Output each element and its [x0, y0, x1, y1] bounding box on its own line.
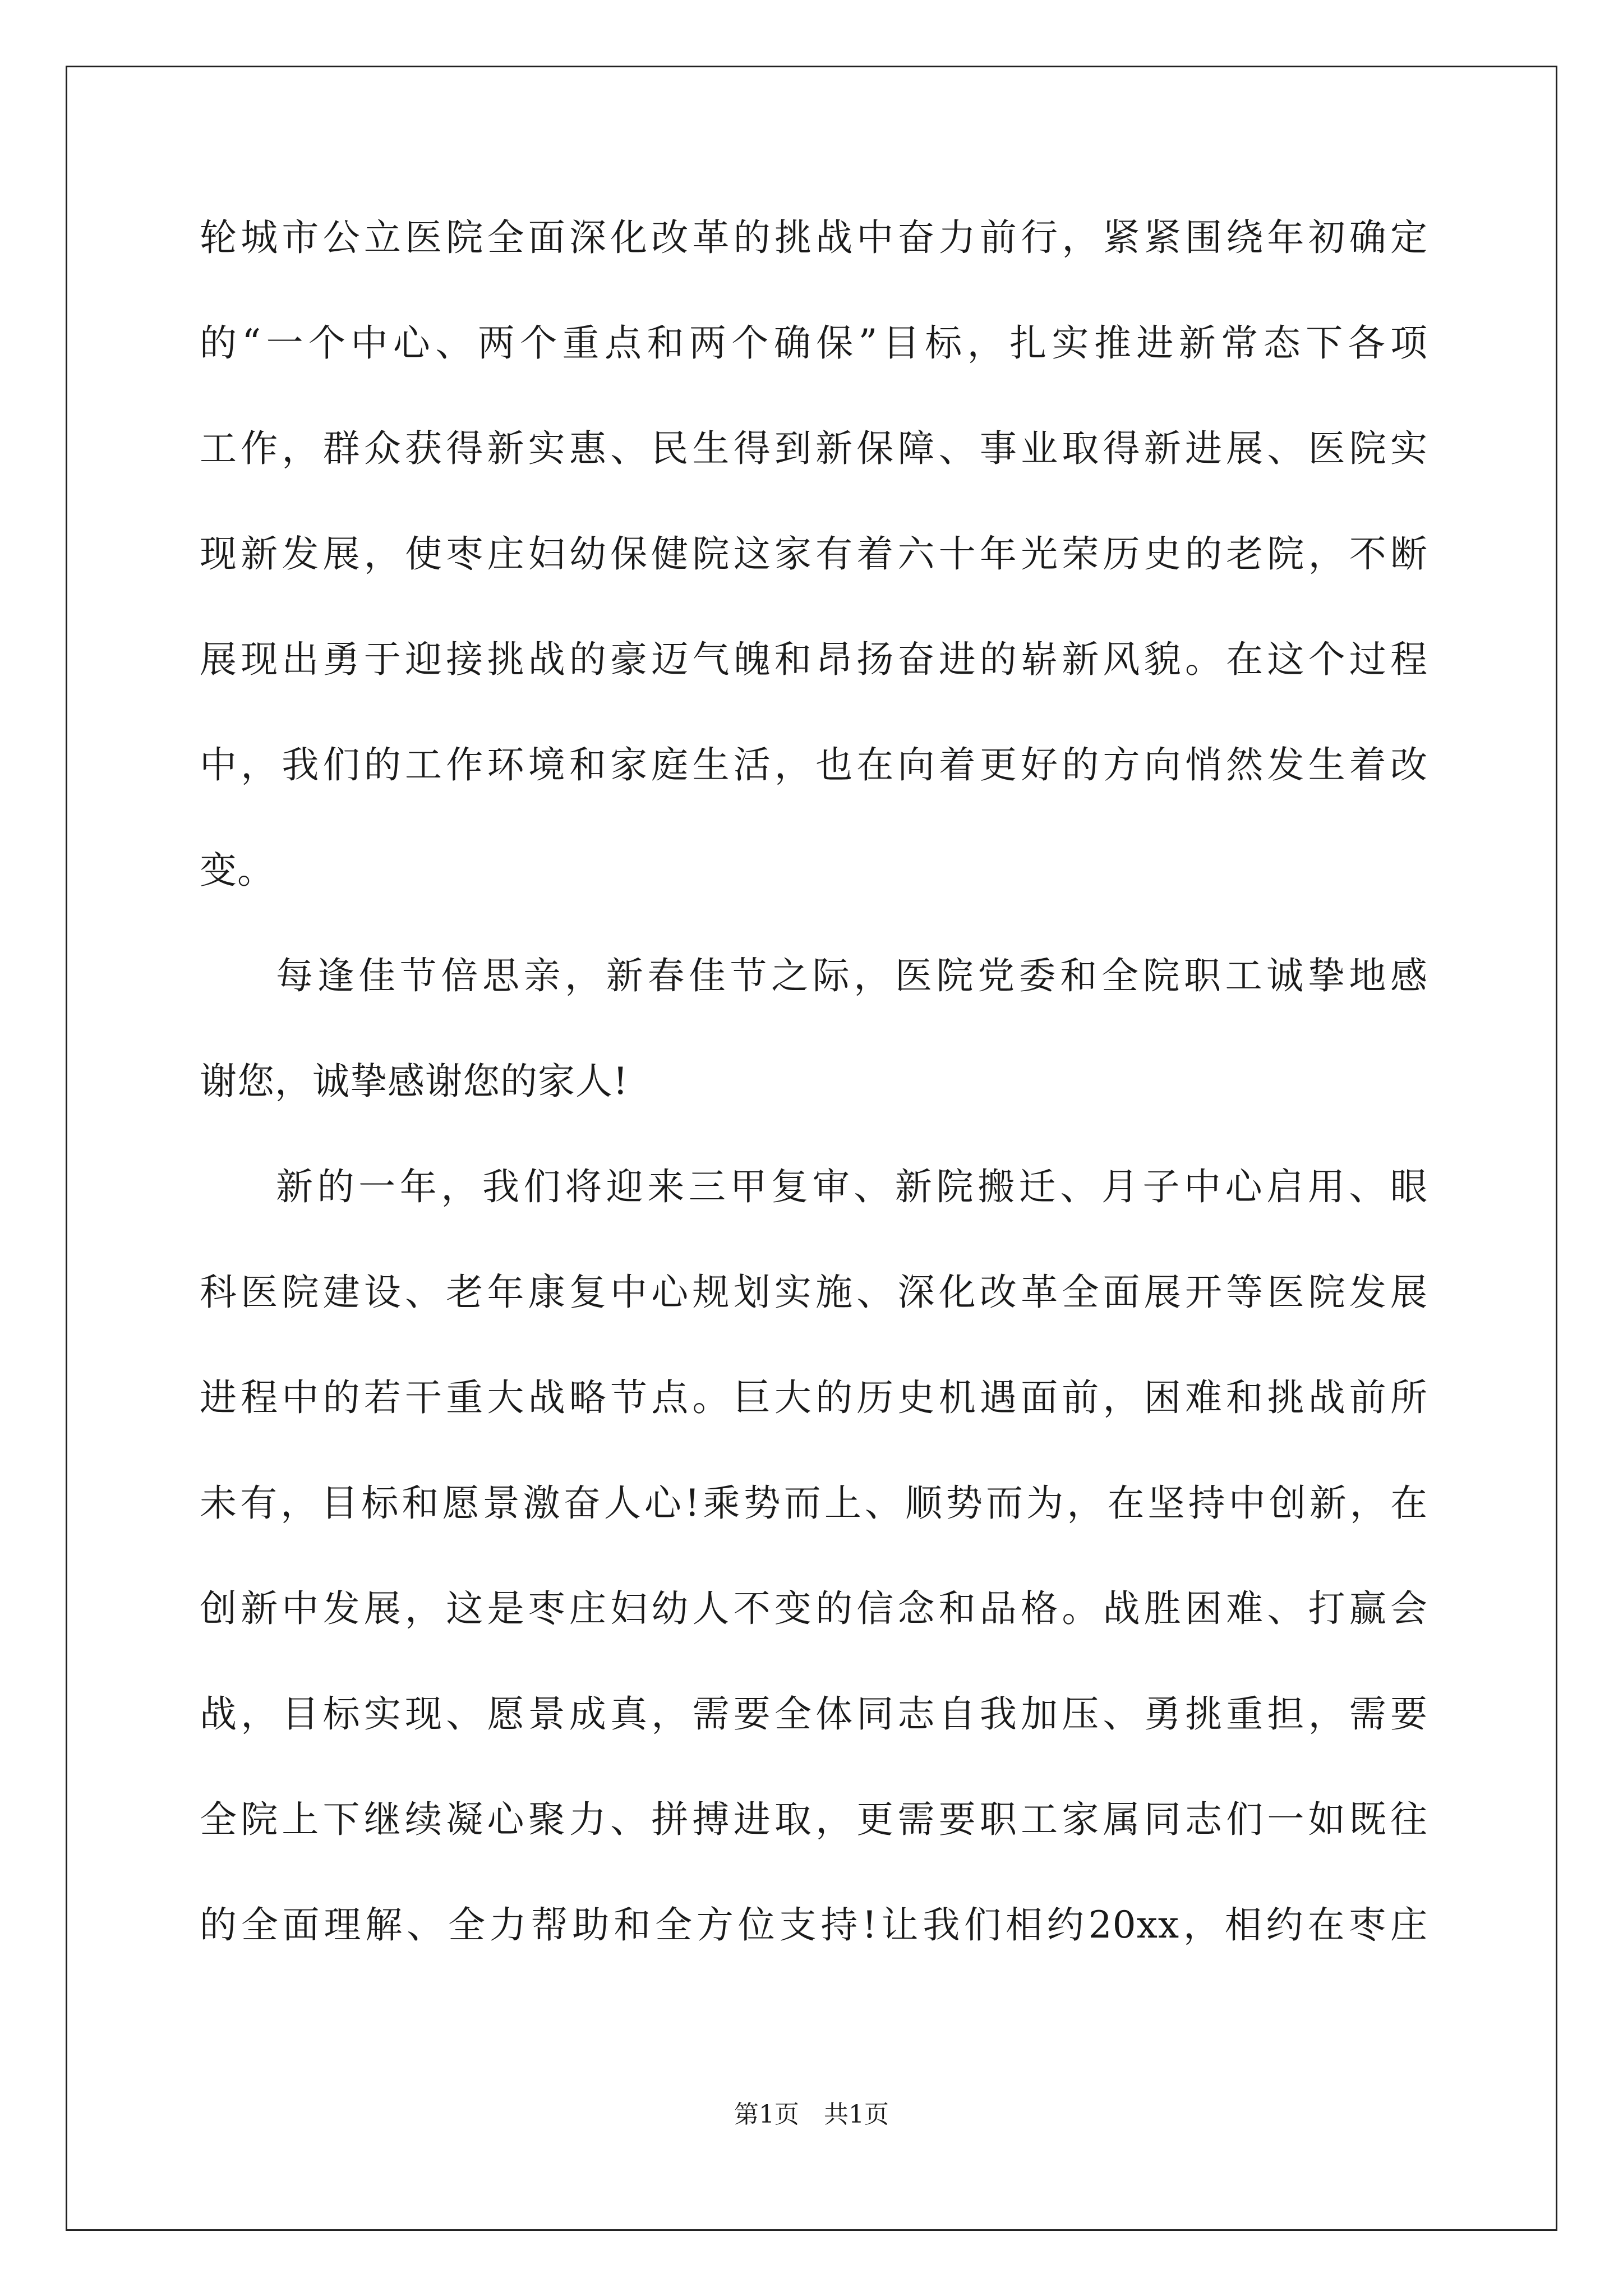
paragraph-first-line: 新的一年，我们将迎来三甲复审、新院搬迁、月子中心启用、眼	[276, 1165, 1428, 1208]
text-line: 进程中的若干重大战略节点。巨大的历史机遇面前，困难和挑战前所	[200, 1376, 1428, 1419]
text-line: 全院上下继续凝心聚力、拼搏进取，更需要职工家属同志们一如既往	[200, 1798, 1428, 1841]
page-number: 第1页	[734, 2100, 799, 2129]
text-line: 中，我们的工作环境和家庭生活，也在向着更好的方向悄然发生着改	[200, 743, 1428, 786]
page-footer	[0, 2098, 1623, 2132]
text-line: 轮城市公立医院全面深化改革的挑战中奋力前行，紧紧围绕年初确定	[200, 216, 1428, 259]
text-line: 工作，群众获得新实惠、民生得到新保障、事业取得新进展、医院实	[200, 427, 1428, 470]
text-line: 创新中发展，这是枣庄妇幼人不变的信念和品格。战胜困难、打赢会	[200, 1587, 1428, 1630]
document-body	[200, 185, 1428, 1978]
text-line: 未有，目标和愿景激奋人心!乘势而上、顺势而为，在坚持中创新，在	[200, 1481, 1428, 1525]
text-line: 战，目标实现、愿景成真，需要全体同志自我加压、勇挑重担，需要	[200, 1692, 1428, 1736]
paragraph-first-line: 每逢佳节倍思亲，新春佳节之际，医院党委和全院职工诚挚地感	[276, 954, 1428, 997]
text-line: 谢您，诚挚感谢您的家人!	[200, 1060, 629, 1103]
text-line: 科医院建设、老年康复中心规划实施、深化改革全面展开等医院发展	[200, 1271, 1428, 1314]
text-line: 的“一个中心、两个重点和两个确保”目标，扎实推进新常态下各项	[200, 321, 1428, 365]
text-line: 的全面理解、全力帮助和全方位支持!让我们相约20xx，相约在枣庄	[200, 1903, 1428, 1947]
page-total: 共1页	[824, 2100, 889, 2129]
text-line: 变。	[200, 849, 275, 892]
text-line: 现新发展，使枣庄妇幼保健院这家有着六十年光荣历史的老院，不断	[200, 532, 1428, 576]
text-line: 展现出勇于迎接挑战的豪迈气魄和昂扬奋进的崭新风貌。在这个过程	[200, 638, 1428, 681]
